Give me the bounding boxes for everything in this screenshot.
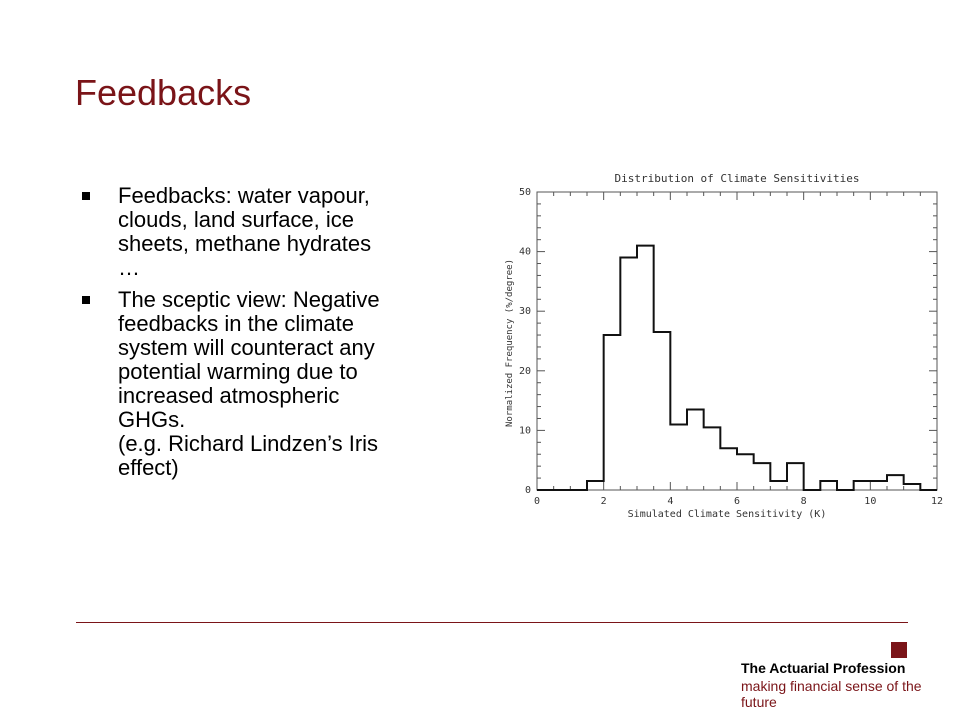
- organization-name: The Actuarial Profession: [741, 660, 906, 676]
- plot-frame: [537, 192, 937, 490]
- bullet-line: The sceptic view: Negative: [118, 287, 380, 312]
- bullet-line: (e.g. Richard Lindzen’s Iris: [118, 431, 379, 456]
- histogram-bar: [654, 332, 671, 490]
- x-tick-label: 6: [733, 496, 741, 507]
- y-tick-label: 30: [518, 306, 531, 318]
- bullet-line: sheets, methane hydrates: [118, 231, 372, 256]
- organization-tagline: making financial sense of the future: [741, 678, 922, 710]
- histogram-bar: [737, 454, 754, 490]
- profession-logo-icon: [891, 642, 907, 658]
- histogram-bar: [887, 475, 904, 490]
- square-bullet-icon: [82, 192, 90, 200]
- histogram-bar: [687, 410, 704, 490]
- histogram-bar: [620, 258, 637, 490]
- slide-title: Feedbacks: [75, 72, 252, 113]
- bullet-line: feedbacks in the climate: [118, 311, 355, 336]
- footer-divider: [76, 622, 908, 623]
- histogram-bar: [587, 481, 604, 490]
- x-tick-label: 12: [930, 496, 944, 507]
- y-tick-label: 50: [518, 187, 531, 198]
- bullet-line: potential warming due to: [118, 359, 358, 384]
- x-tick-label: 4: [667, 496, 674, 507]
- bullet-item: [82, 184, 462, 280]
- x-tick-label: 10: [864, 496, 877, 507]
- y-tick-label: 10: [518, 425, 531, 437]
- square-bullet-icon: [82, 296, 90, 304]
- bullet-list: [82, 184, 462, 488]
- histogram-bar: [820, 481, 837, 490]
- bullet-line: Feedbacks: water vapour,: [118, 183, 370, 208]
- bullet-line: increased atmospheric: [118, 383, 340, 408]
- x-tick-label: 2: [600, 496, 607, 507]
- y-tick-label: 0: [524, 485, 531, 496]
- y-tick-label: 40: [518, 246, 531, 258]
- chart-title: Distribution of Climate Sensitivities: [614, 172, 860, 185]
- y-tick-label: 20: [518, 365, 531, 377]
- bullet-line: system will counteract any: [118, 335, 375, 360]
- histogram-bar: [870, 481, 887, 490]
- bullet-line: GHGs.: [118, 407, 186, 432]
- histogram-bar: [770, 481, 787, 490]
- histogram-bar: [787, 463, 804, 490]
- bullet-line: effect): [118, 455, 179, 480]
- y-axis-label: Normalized Frequency (%/degree): [505, 259, 515, 427]
- histogram-bar: [604, 335, 621, 490]
- histogram-step-line: [537, 246, 937, 490]
- bullet-line: …: [118, 255, 140, 280]
- histogram-bar: [754, 463, 771, 490]
- x-tick-label: 0: [533, 496, 541, 507]
- histogram-bar: [637, 246, 654, 490]
- climate-sensitivity-histogram: [482, 160, 952, 530]
- bullet-line: clouds, land surface, ice: [118, 207, 355, 232]
- histogram-bar: [720, 448, 737, 490]
- histogram-bar: [704, 427, 721, 490]
- bullet-item: [82, 288, 462, 480]
- histogram-bar: [670, 424, 687, 490]
- x-tick-label: 8: [800, 496, 807, 507]
- histogram-bar: [854, 481, 871, 490]
- x-axis-label: Simulated Climate Sensitivity (K): [627, 509, 827, 520]
